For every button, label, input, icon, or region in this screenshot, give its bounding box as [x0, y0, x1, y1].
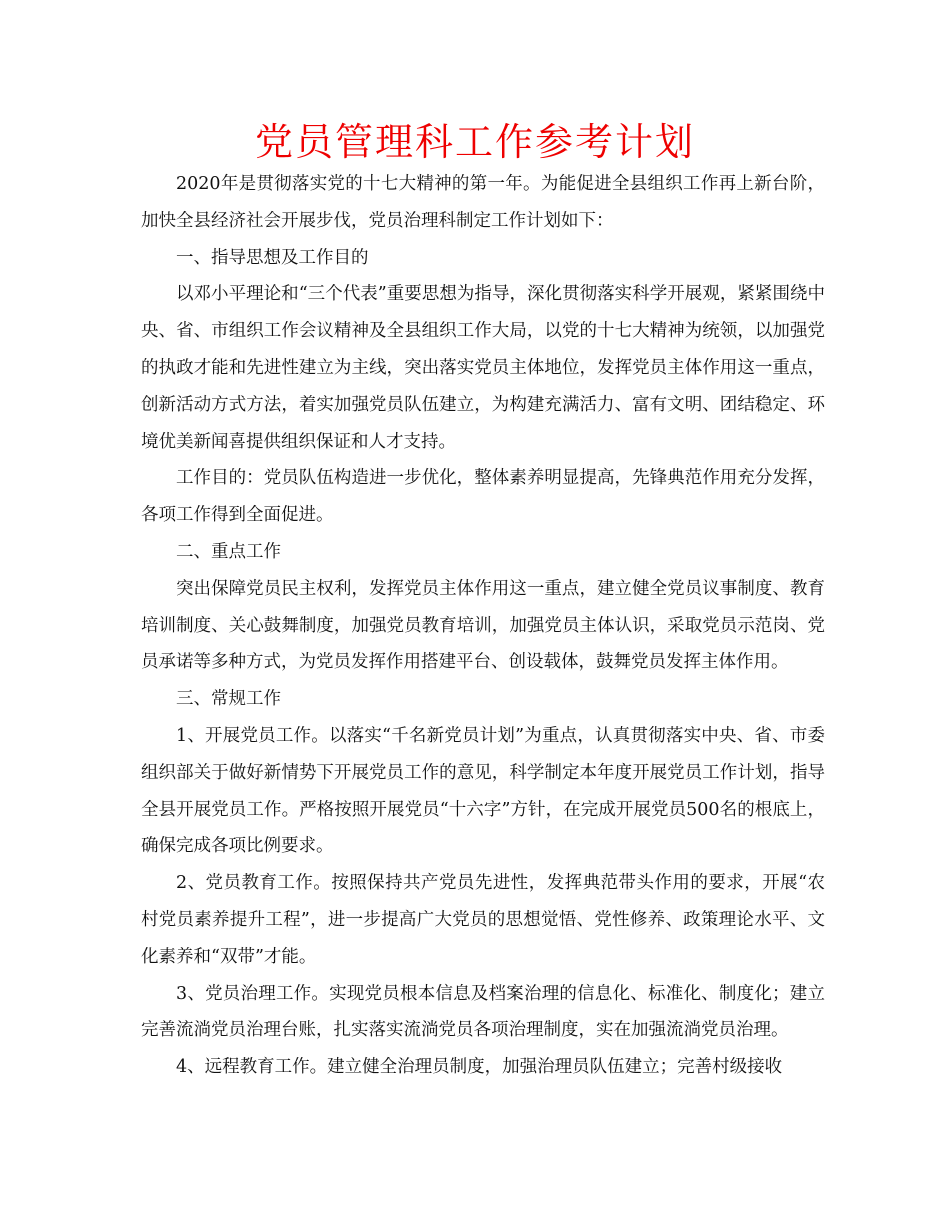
document-title: 党员管理科工作参考计划: [254, 120, 695, 164]
paragraph-item-1: 1、开展党员工作。以落实“千名新党员计划”为重点，认真贯彻落实中央、省、市委组织部关于做好新情势下开展党员工作的意见，科学制定本年度开展党员工作计划，指导全县开展党员工作。严格按照开展党员“十六字”方针，在完成开展党员500名的根底上，确保完成各项比例要求。: [141, 725, 825, 857]
paragraph-intro: 2020年是贯彻落实党的十七大精神的第一年。为能促进全县组织工作再上新台阶，加快全县经济社会开展步伐，党员治理科制定工作计划如下：: [141, 174, 825, 231]
paragraph-guiding-ideology: 以邓小平理论和“三个代表”重要思想为指导，深化贯彻落实科学开展观，紧紧围绕中央、省、市组织工作会议精神及全县组织工作大局，以党的十七大精神为统领，以加强党的执政才能和先进性建立为主线，突出落实党员主体地位，发挥党员主体作用这一重点，创新活动方式方法，着实加强党员队伍建立，为构建充满活力、富有文明、团结稳定、环境优美新闻喜提供组织保证和人才支持。: [141, 284, 825, 452]
section-heading-routine-work: 三、常规工作: [176, 689, 281, 710]
section-heading-key-work: 二、重点工作: [176, 541, 281, 562]
document-body: [141, 166, 825, 1086]
paragraph-key-work: 突出保障党员民主权利，发挥党员主体作用这一重点，建立健全党员议事制度、教育培训制度、关心鼓舞制度，加强党员教育培训，加强党员主体认识，采取党员示范岗、党员承诺等多种方式，为党员发挥作用搭建平台、创设载体，鼓舞党员发挥主体作用。: [141, 578, 825, 673]
paragraph-item-3: 3、党员治理工作。实现党员根本信息及档案治理的信息化、标准化、制度化；建立完善流淌党员治理台账，扎实落实流淌党员各项治理制度，实在加强流淌党员治理。: [141, 983, 825, 1041]
paragraph-item-2: 2、党员教育工作。按照保持共产党员先进性，发挥典范带头作用的要求，开展“农村党员素养提升工程”，进一步提高广大党员的思想觉悟、党性修养、政策理论水平、文化素养和“双带”才能。: [141, 873, 825, 967]
paragraph-work-goals: 工作目的：党员队伍构造进一步优化，整体素养明显提高，先锋典范作用充分发挥，各项工作得到全面促进。: [141, 468, 825, 526]
paragraph-item-4: 4、远程教育工作。建立健全治理员制度，加强治理员队伍建立；完善村级接收: [176, 1057, 783, 1078]
section-heading-guiding-ideology: 一、指导思想及工作目的: [176, 247, 369, 268]
